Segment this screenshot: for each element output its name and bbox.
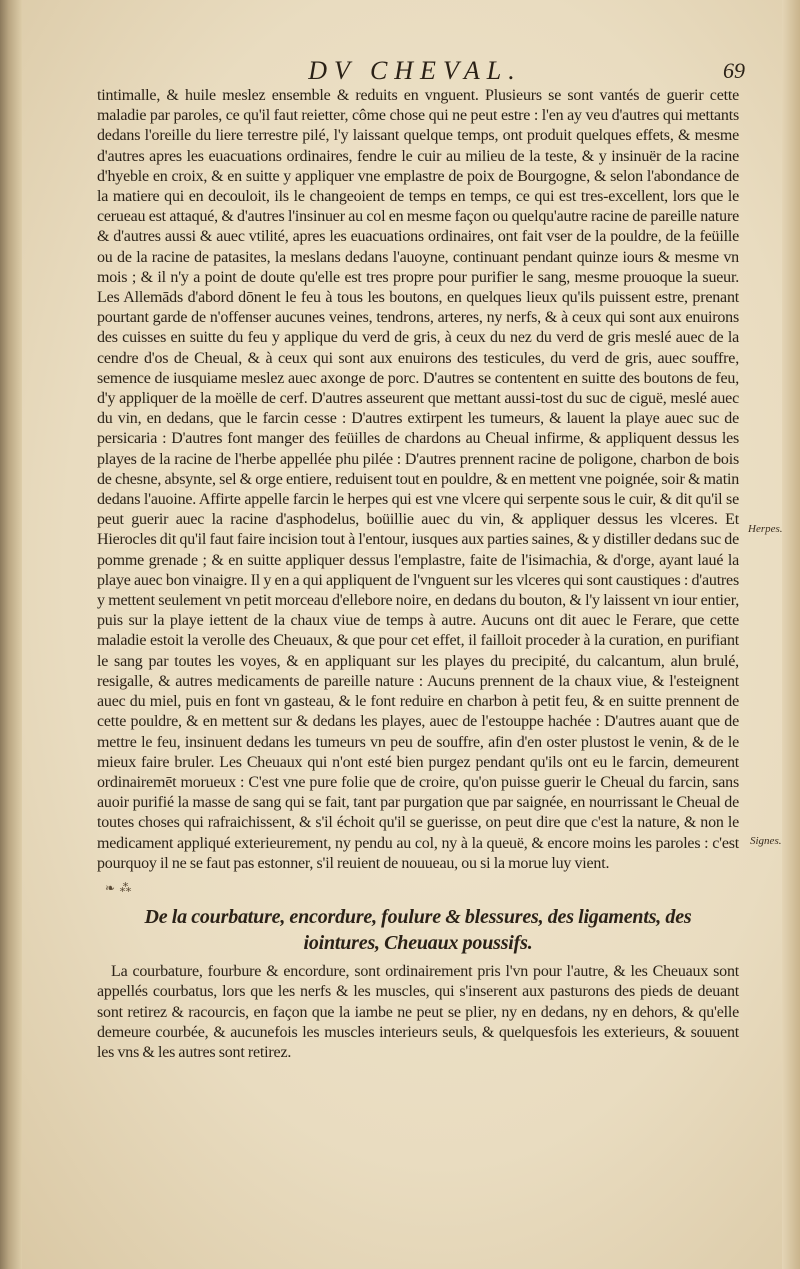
running-title: DV CHEVAL. — [308, 56, 522, 85]
ornament-glyph: ❧ ⁂ — [105, 880, 133, 895]
page-body — [97, 86, 739, 1063]
body-paragraph: La courbature, fourbure & encordure, sont ordinairement pris l'vn pour l'autre, & les Cheuaux sont appellés courbatus, lors que les nerfs & les muscles, qui s'inserent aux pasturons des pieds de deuant sont retirez & racourcis, en façon que la iambe ne peut se plier, ny en dedans, ny en dehors, & qu'elle demeure courbée, & aucunefois les muscles interieurs seuls, & quelquesfois les exterieurs, & souuent les vns & les autres sont retirez. — [97, 963, 739, 1061]
section-title-line-1: De la courbature, encordure, foulure & blessures, des ligaments, des — [144, 906, 692, 929]
binding-gutter — [0, 0, 22, 1269]
body-paragraph: tintimalle, & huile meslez ensemble & reduits en vnguent. Plusieurs se sont vantés de guerir cette maladie par paroles, ce qu'il faut reietter, côme chose qui ne peut estre : l'en ay veu d'autres qui mettants dedans l'oreille du liere terrestre pilé, l'y laissant quelque temps, ont produit quelques effets, & mesme d'autres apres les euacuations ordinaires, fendre le cuir au milieu de la teste, & y insinuër de la racine d'hyeble en croix, & en suitte y appliquer vne emplastre de poix de Bourgogne, & selon l'abondance de la matiere qui en decouloit, ils le changeoient de temps en temps, ce qui est tres-excellent, lors que le cerueau est attaqué, & d'autres l'insinuer au col en mesme façon ou quelqu'autre racine de pareille nature & d'autres aussi & auec vtilité, apres les euacuations ordinaires, ont fait vser de la pouldre, de la feüille ou de la racine de patasites, la meslans dedans l'auoyne, continuant pendant quinze iours & mesme vn mois ; & il n'y a point de doute qu'elle est tres propre pour purifier le sang, mesme prouoque la sueur. Les Allemāds d'abord dōnent le feu à tous les boutons, en quelques lieux qu'ils puissent estre, prenant pourtant garde de n'offenser aucunes veines, tendrons, arteres, ny nerfs, & à ceux qui sont aux enuirons des cuisses en suitte du feu y applique du verd de gris, à ceux du nez du verd de gris meslé auec de la cendre d'os de Cheual, & à ceux qui sont aux enuirons des testicules, du verd de gris, auec souffre, semence de iusquiame meslez auec axonge de porc. D'autres se contentent en suitte des boutons de feu, d'y appliquer de la moëlle de cerf. D'autres asseurent que mettant aussi-tost du suc de ciguë, meslé auec du vin, en dedans, que le farcin cesse : D'autres extirpent les tumeurs, & lauent la playe auec suc de persicaria : D'autres font manger des feüilles de chardons au Cheual infirme, & appliquent dessus les playes de la racine de l'herbe appellée phu pilée : D'autres prennent racine de poligone, charbon de bois de chesne, absynte, sel & orge entiere, reduisent tout en pouldre, & en mettent vne poignée, soir & matin dedans l'auoine. Affirte appelle farcin le herpes qui est vne vlcere qui serpente sous le cuir, & dit qu'il se peut guerir auec la racine d'asphodelus, boüillie auec du vin, & appliquer dessus les vlceres. Et Hierocles dit qu'il faut faire incision tout à l'entour, iusques aux parties saines, & y distiller dedans suc de pomme grenade ; & en suitte appliquer dessus l'emplastre, faite de l'isimachia, & d'orge, ayant laué la playe auec bon vinaigre. Il y en a qui appliquent de l'vnguent sur les vlceres qui sont caustiques : d'autres y mettent seulement vn petit morceau d'ellebore noire, en dedans du bouton, & l'y laissent vn iour entier, puis sur la playe iettent de la chaux viue de temps à autre. Aucuns ont dit auec le Ferare, que cette maladie estoit la verolle des Cheuaux, & que pour cet effet, il failloit proceder à la curation, en purifiant le sang par toutes les voyes, & en appliquant sur les playes du precipité, du calcantum, alun brulé, resigalle, & autres medicaments de pareille nature : Aucuns prennent de la chaux viue, & l'esteignent auec du miel, puis en font vn gasteau, & le font reduire en charbon à petit feu, & en suitte prennent de cette pouldre, & en mettent sur & dedans les playes, auec de l'estouppe hachée : D'autres auant que de mettre le feu, insinuent dedans les tumeurs vn peu de souffre, afin d'en oster plustost le venin, & de le mieux faire bruler. Les Cheuaux qui n'ont esté bien purgez pendant qu'ils ont eu le farcin, demeurent ordinairemēt morueux : C'est vne pure folie que de croire, qu'on puisse guerir le Cheual du farcin, sans auoir purifié la masse de sang qui se fait, tant par purgation que par saignée, en nourrissant le Cheual de toutes choses qui rafraichissent, & s'il échoit qu'il se guerisse, on peut dire que c'est la nature, & non le medicament appliqué exterieurement, ny pendu au col, ny à la queuë, & encore moins les paroles : c'est pourquoy il ne se faut pas estonner, s'il reuient de nouueau, ou si la morue luy vient. — [97, 87, 740, 872]
page-edge — [782, 0, 800, 1269]
section-title-line-2: iointures, Cheuaux poussifs. — [303, 932, 533, 955]
section-title — [97, 904, 739, 956]
margin-note-herpes: Herpes. — [748, 523, 783, 535]
margin-note-signes: Signes. — [750, 835, 782, 847]
page-number: 69 — [723, 58, 745, 83]
page-header — [95, 56, 745, 86]
